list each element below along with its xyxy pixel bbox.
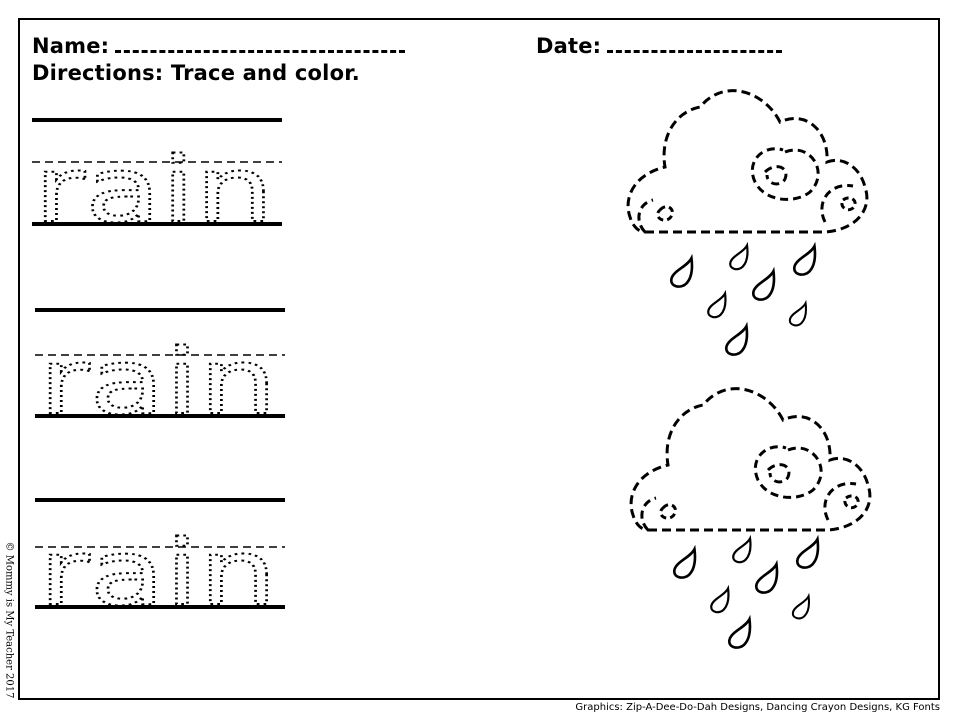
raindrop-icon: [708, 294, 725, 318]
name-label: Name:: [32, 34, 110, 58]
copyright-credit: [2, 540, 16, 700]
rain-cloud-icon: [628, 91, 867, 232]
raindrop-icon: [733, 539, 750, 563]
raindrop-icon: [729, 619, 750, 647]
raindrop-icon: [726, 326, 747, 354]
rain-cloud-icon: [631, 389, 870, 530]
raindrop-icon: [711, 589, 728, 613]
traceable-word: rain: [39, 330, 277, 435]
copyright-text: © Mommy is My Teacher 2017: [3, 541, 15, 699]
rain-cloud-picture-2: [631, 389, 870, 648]
raindrop-icon: [794, 246, 815, 274]
raindrop-icon: [753, 271, 774, 299]
raindrop-icon: [756, 564, 777, 592]
raindrop-icon: [793, 596, 809, 618]
raindrop-icon: [674, 549, 695, 577]
traceable-word: rain: [34, 138, 274, 243]
directions: Directions: Trace and color.: [32, 61, 360, 85]
traceable-word: rain: [39, 521, 277, 626]
rain-cloud-picture-1: [628, 91, 867, 355]
raindrop-icon: [790, 303, 806, 325]
raindrop-icon: [797, 539, 818, 567]
raindrop-icon: [730, 246, 747, 270]
raindrop-icon: [671, 258, 692, 286]
date-label: Date:: [536, 34, 602, 58]
graphics-credit: Graphics: Zip-A-Dee-Do-Dah Designs, Dancing Crayon Designs, KG Fonts: [575, 702, 940, 713]
